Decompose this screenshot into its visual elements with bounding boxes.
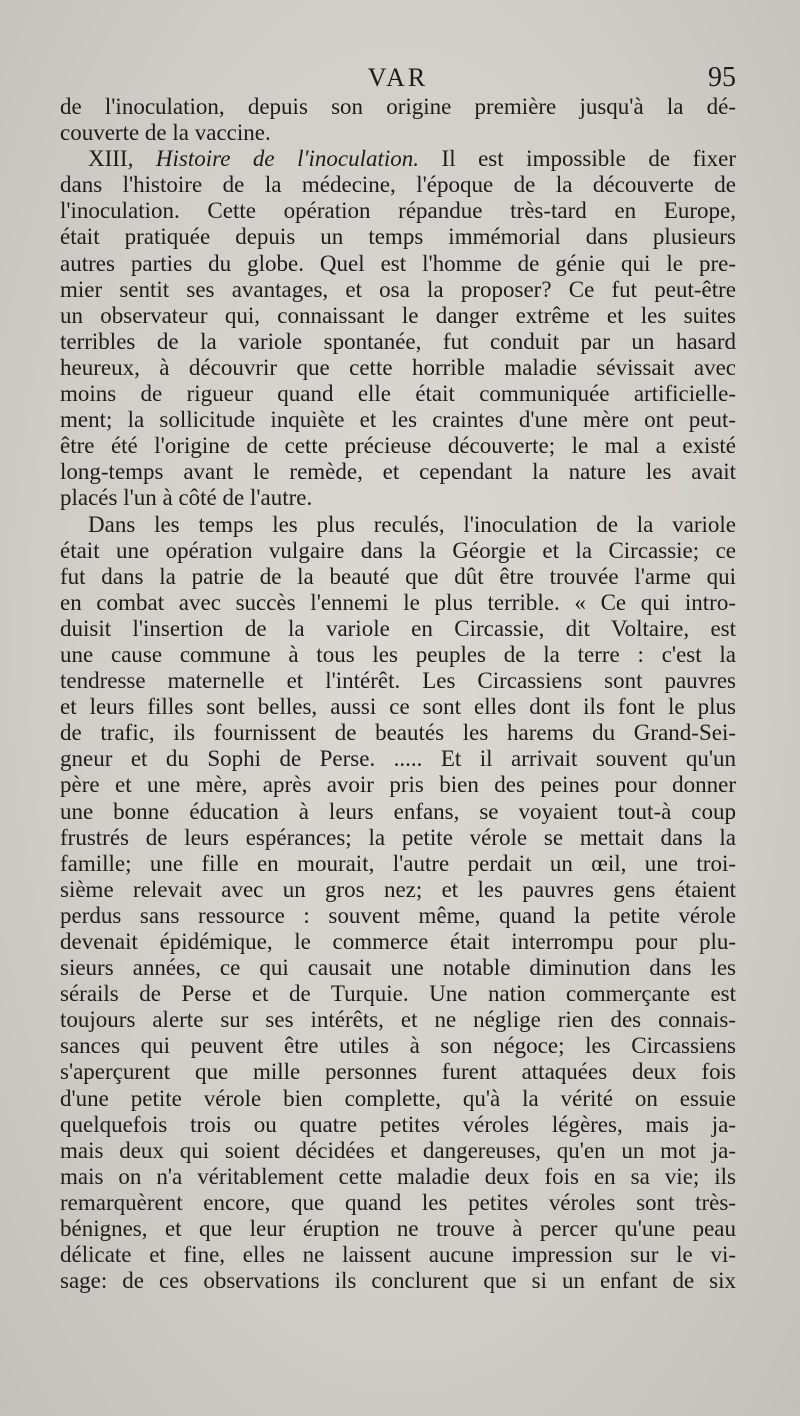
text-line: de trafic, ils fournissent de beautés les harems du Grand-Sei- — [60, 720, 736, 746]
text-line: Dans les temps les plus reculés, l'inoculation de la variole — [88, 511, 736, 537]
text-line: gneur et du Sophi de Perse. ..... Et il arrivait souvent qu'un — [60, 746, 736, 772]
section-heading-line — [60, 146, 736, 172]
text-line: devenait épidémique, le commerce était interrompu pour plu- — [60, 929, 736, 954]
text-line: de l'inoculation, depuis son origine première jusqu'à la dé- — [60, 94, 736, 119]
text-line: mier sentit ses avantages, et osa la proposer? Ce fut peut-être — [60, 276, 736, 302]
text-line: perdus sans ressource : souvent même, quand la petite vérole — [60, 902, 736, 928]
paragraph-section-xiii — [60, 146, 736, 511]
text-line: s'aperçurent que mille personnes furent attaquées deux fois — [60, 1059, 736, 1085]
page-number: 95 — [708, 62, 736, 93]
text-line: délicate et fine, elles ne laissent aucune impression sur le vi- — [60, 1242, 736, 1268]
running-head: VAR — [367, 63, 429, 92]
text-line: une bonne éducation à leurs enfans, se voyaient tout-à coup — [60, 798, 736, 824]
section-number: XIII, — [88, 146, 134, 172]
text-line: bénignes, et que leur éruption ne trouve à percer qu'une peau — [60, 1216, 736, 1242]
text-line: une cause commune à tous les peuples de la terre : c'est la — [60, 641, 736, 667]
text-line: en combat avec succès l'ennemi le plus terrible. « Ce qui intro- — [60, 589, 736, 615]
text-line: placés l'un à côté de l'autre. — [60, 485, 313, 511]
text-line: remarquèrent encore, que quand les petites véroles sont très- — [60, 1189, 736, 1215]
text-line: moins de rigueur quand elle était communiquée artificielle- — [60, 381, 736, 407]
text-line: était pratiquée depuis un temps immémorial dans plusieurs — [60, 224, 736, 250]
text-line: dans l'histoire de la médecine, l'époque de la découverte de — [60, 172, 736, 198]
text-line: sième relevait avec un gros nez; et les pauvres gens étaient — [60, 876, 736, 902]
text-line: sage: de ces observations ils conclurent que si un enfant de six — [60, 1268, 736, 1294]
page-header — [60, 62, 736, 94]
text-line: sieurs années, ce qui causait une notable diminution dans les — [60, 955, 736, 981]
text-line: frustrés de leurs espérances; la petite vérole se mettait dans la — [60, 824, 736, 850]
text-line: était une opération vulgaire dans la Géorgie et la Circassie; ce — [60, 537, 736, 563]
text-line: et leurs filles sont belles, aussi ce sont elles dont ils font le plus — [60, 694, 736, 720]
text-line: fut dans la patrie de la beauté que dût être trouvée l'arme qui — [60, 563, 736, 589]
text-line: l'inoculation. Cette opération répandue très-tard en Europe, — [60, 198, 736, 224]
text-line: long-temps avant le remède, et cependant la nature les avait — [60, 459, 736, 485]
text-line: sances qui peuvent être utiles à son négoce; les Circassiens — [60, 1033, 736, 1059]
text-line: autres parties du globe. Quel est l'homme de génie qui le pre- — [60, 250, 736, 276]
text-line: quelquefois trois ou quatre petites véroles légères, mais ja- — [60, 1111, 736, 1137]
text-line: mais deux qui soient décidées et dangereuses, qu'en un mot ja- — [60, 1137, 736, 1163]
text-line: tendresse maternelle et l'intérêt. Les Circassiens sont pauvres — [60, 668, 736, 694]
text-line: famille; une fille en mourait, l'autre perdait un œil, une troi- — [60, 850, 736, 876]
text-line: ment; la sollicitude inquiète et les craintes d'une mère ont peut- — [60, 407, 736, 433]
text-line: père et une mère, après avoir pris bien des peines pour donner — [60, 772, 736, 798]
text-line: heureux, à découvrir que cette horrible maladie sévissait avec — [60, 354, 736, 380]
text-line: toujours alerte sur ses intérêts, et ne néglige rien des connais- — [60, 1007, 736, 1033]
text-line: mais on n'a véritablement cette maladie deux fois en sa vie; ils — [60, 1163, 736, 1189]
text-line: Il est impossible de fixer — [441, 146, 737, 172]
text-line: couverte de la vaccine. — [60, 120, 271, 146]
paragraph-continuation — [60, 94, 736, 146]
text-line: un observateur qui, connaissant le danger extrême et les suites — [60, 302, 736, 328]
text-line: terribles de la variole spontanée, fut conduit par un hasard — [60, 328, 736, 354]
text-line: duisit l'insertion de la variole en Circassie, dit Voltaire, est — [60, 615, 736, 641]
text-line: être été l'origine de cette précieuse découverte; le mal a existé — [60, 433, 736, 459]
body-text — [60, 94, 736, 1294]
text-line: sérails de Perse et de Turquie. Une nation commerçante est — [60, 981, 736, 1007]
text-line: d'une petite vérole bien complette, qu'à la vérité on essuie — [60, 1085, 736, 1111]
section-title: Histoire de l'inoculation. — [155, 146, 419, 172]
paragraph-circassia — [60, 512, 736, 1295]
